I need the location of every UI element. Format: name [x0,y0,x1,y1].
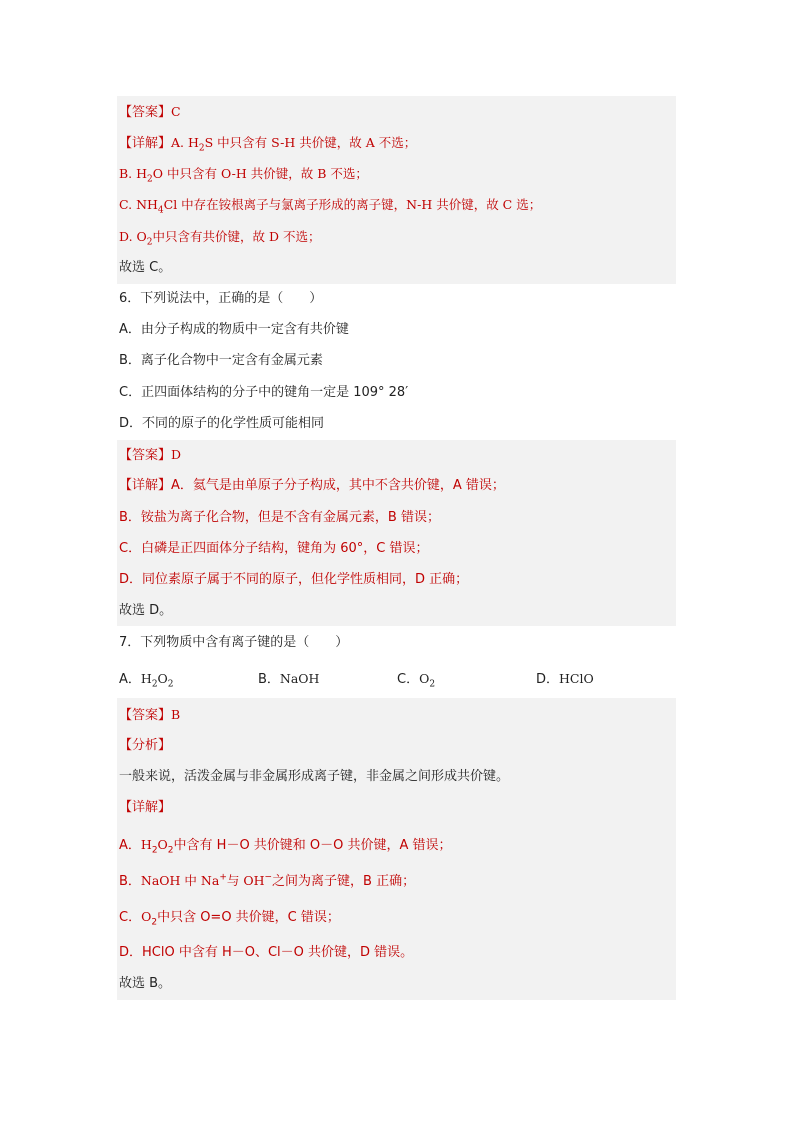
answer-value: C [171,104,181,119]
text: Cl 中存在铵根离子与氯离子形成的离子键，N-H 共价键，故 C 选； [163,197,542,212]
q7-option-a [119,668,174,690]
q6-option-a: A．由分子构成的物质中一定含有共价键 [119,322,349,337]
subscript: 4 [157,205,164,216]
q6-solution-block [117,440,676,626]
superscript: − [264,872,273,883]
text: HClO 中含有 H－O、Cl－O 共价键，D 错误。 [142,945,414,960]
answer-tag: 【答案】 [119,105,172,120]
q5-solution-block [117,96,676,284]
option-label: C． [397,672,420,687]
detail-tag: 【详解】 [119,478,172,493]
text: H [140,837,152,852]
text: D． [119,945,143,960]
detail-tag: 【详解】 [119,136,172,151]
q7-detail-line-a [119,834,676,856]
subscript: 2 [146,237,153,248]
subscript: 2 [147,174,153,185]
q7-conclusion: 故选 B。 [119,976,172,991]
q5-answer [119,101,676,123]
option-label: D． [536,672,560,687]
q7-detail-line-d [119,942,676,964]
answer-value: D [171,447,182,462]
text: D. O [119,229,147,244]
q5-conclusion: 故选 C。 [119,260,172,275]
q7-stem: 7．下列物质中含有离子键的是（ ） [119,635,349,650]
option-label: B． [258,672,280,687]
q7-detail-line-c [119,906,676,928]
q5-detail-line-c [119,194,676,216]
answer-tag: 【答案】 [119,708,172,723]
q7-option-c [397,668,435,690]
text: C. NH [119,197,158,212]
text: C． [119,910,142,925]
q7-option-d [536,668,594,690]
q6-detail-line-d: D．同位素原子属于不同的原子，但化学性质相同，D 正确； [119,572,469,587]
q6-option-c: C．正四面体结构的分子中的键角一定是 109° 28′ [119,385,409,400]
subscript: 2 [167,679,174,690]
text: 与 OH [226,873,265,888]
q7-answer [119,704,676,726]
answer-value: B [171,707,181,722]
text: B. H [119,166,148,181]
subscript: 2 [151,845,158,856]
subscript: 2 [151,917,158,928]
text: 中只含有共价键，故 D 不选； [152,229,321,244]
text: O [157,671,168,686]
option-label: A． [119,672,141,687]
q5-detail-line-a [119,132,676,154]
text: O [419,671,430,686]
text: 之间为离子键，B 正确； [272,874,416,889]
superscript: + [219,872,227,883]
text: A．氦气是由单原子分子构成，其中不含共价键，A 错误； [171,478,505,493]
text: O [141,909,152,924]
q6-option-b: B．离子化合物中一定含有金属元素 [119,353,323,368]
text: NaOH 中 Na [140,873,220,888]
q6-detail-line-a [119,475,676,497]
text: O 中只含有 O-H 共价键，故 B 不选； [152,166,368,181]
detail-tag: 【详解】 [119,800,172,815]
text: H [140,671,152,686]
text: B． [119,874,141,889]
q6-conclusion: 故选 D。 [119,603,173,618]
text: S 中只含有 S-H 共价键，故 A 不选； [204,135,417,150]
subscript: 2 [198,143,205,154]
q6-option-d: D．不同的原子的化学性质可能相同 [119,416,325,431]
q7-detail-tag [119,797,676,819]
q6-answer [119,444,676,466]
text: HClO [559,671,594,686]
subscript: 2 [151,679,158,690]
q7-detail-line-b [119,870,676,892]
q6-detail-line-b: B．铵盐为离子化合物，但是不含有金属元素，B 错误； [119,510,440,525]
analysis-tag: 【分析】 [119,738,172,753]
q7-option-b [258,668,319,690]
text: 中含有 H－O 共价键和 O－O 共价键，A 错误； [173,838,452,853]
text: A. H [171,135,199,150]
subscript: 2 [429,679,436,690]
q5-detail-line-b [119,163,676,185]
text: NaOH [279,671,320,686]
text: O [157,837,168,852]
text: A． [119,838,141,853]
text: 中只含 O=O 共价键，C 错误； [157,910,340,925]
q6-detail-line-c: C．白磷是正四面体分子结构，键角为 60°，C 错误； [119,541,429,556]
q7-analysis-tag [119,735,676,757]
q5-detail-line-d [119,226,676,248]
q7-analysis: 一般来说，活泼金属与非金属形成离子键，非金属之间形成共价键。 [119,769,510,784]
answer-tag: 【答案】 [119,448,172,463]
q6-stem: 6．下列说法中，正确的是（ ） [119,291,323,306]
subscript: 2 [167,845,174,856]
